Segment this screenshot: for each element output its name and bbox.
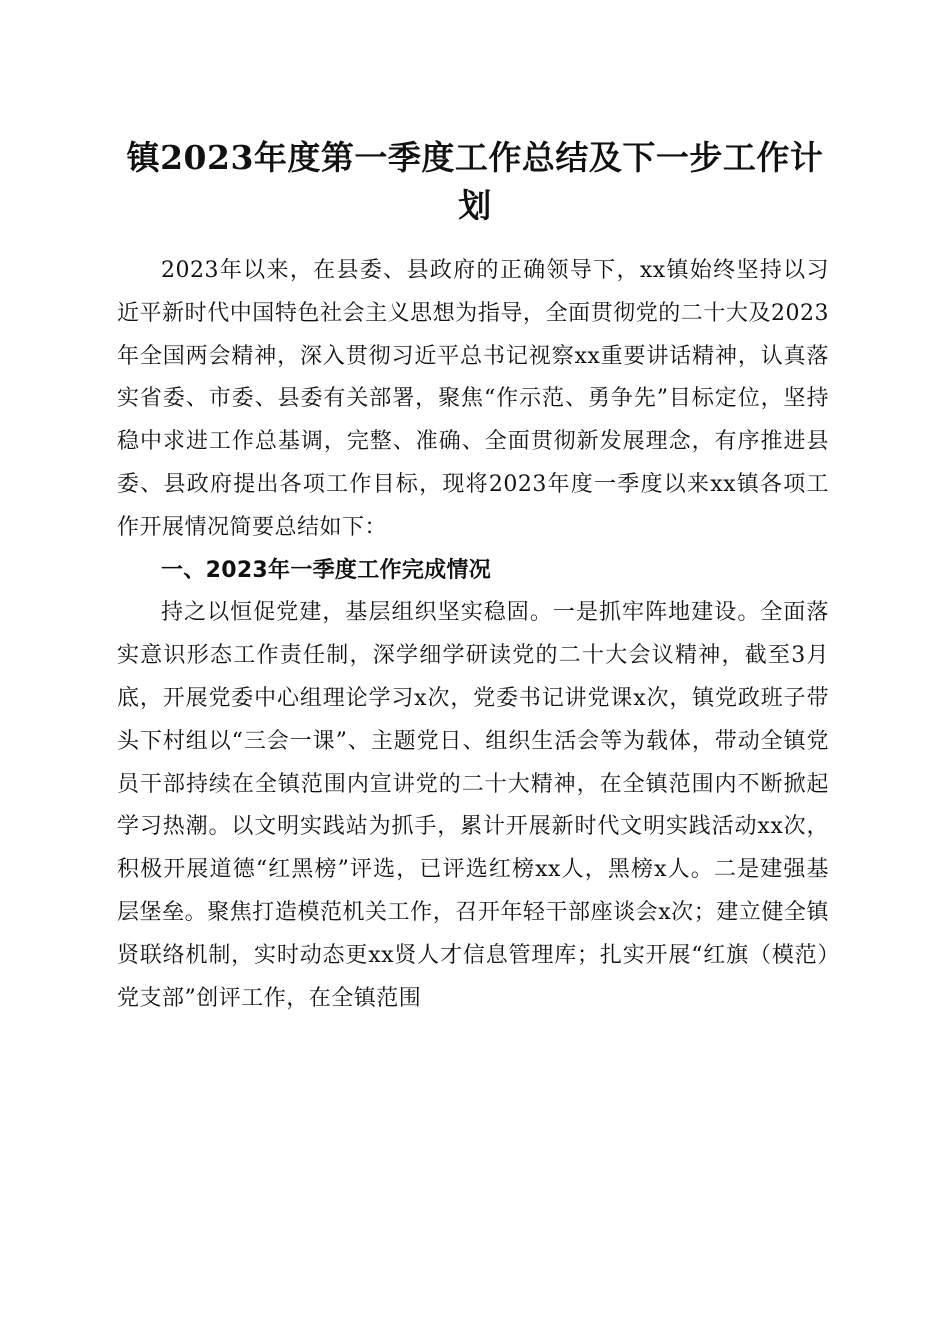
document-body <box>117 250 829 1020</box>
intro-paragraph: 2023年以来，在县委、县政府的正确领导下，xx镇始终坚持以习近平新时代中国特色社会主义思想为指导，全面贯彻党的二十大及2023年全国两会精神，深入贯彻习近平总书记视察xx重要讲话精神，认真落实省委、市委、县委有关部署，聚焦“作示范、勇争先”目标定位，坚持稳中求进工作总基调，完整、准确、全面贯彻新发展理念，有序推进县委、县政府提出各项工作目标，现将2023年度一季度以来xx镇各项工作开展情况简要总结如下： <box>117 258 829 540</box>
section-paragraph: 持之以恒促党建，基层组织坚实稳固。一是抓牢阵地建设。全面落实意识形态工作责任制，深学细学研读党的二十大会议精神，截至3月底，开展党委中心组理论学习x次，党委书记讲党课x次，镇党政班子带头下村组以“三会一课”、主题党日、组织生活会等为载体，带动全镇党员干部持续在全镇范围内宣讲党的二十大精神，在全镇范围内不断掀起学习热潮。以文明实践站为抓手，累计开展新时代文明实践活动xx次，积极开展道德“红黑榜”评选，已评选红榜xx人，黑榜x人。二是建强基层堡垒。聚焦打造模范机关工作，召开年轻干部座谈会x次；建立健全镇贤联络机制，实时动态更xx贤人才信息管理库；扎实开展“红旗（模范）党支部”创评工作，在全镇范围 <box>117 600 829 1011</box>
section-heading: 一、2023年一季度工作完成情况 <box>161 557 492 583</box>
document-title: 镇2023年度第一季度工作总结及下一步工作计划 <box>126 138 824 225</box>
